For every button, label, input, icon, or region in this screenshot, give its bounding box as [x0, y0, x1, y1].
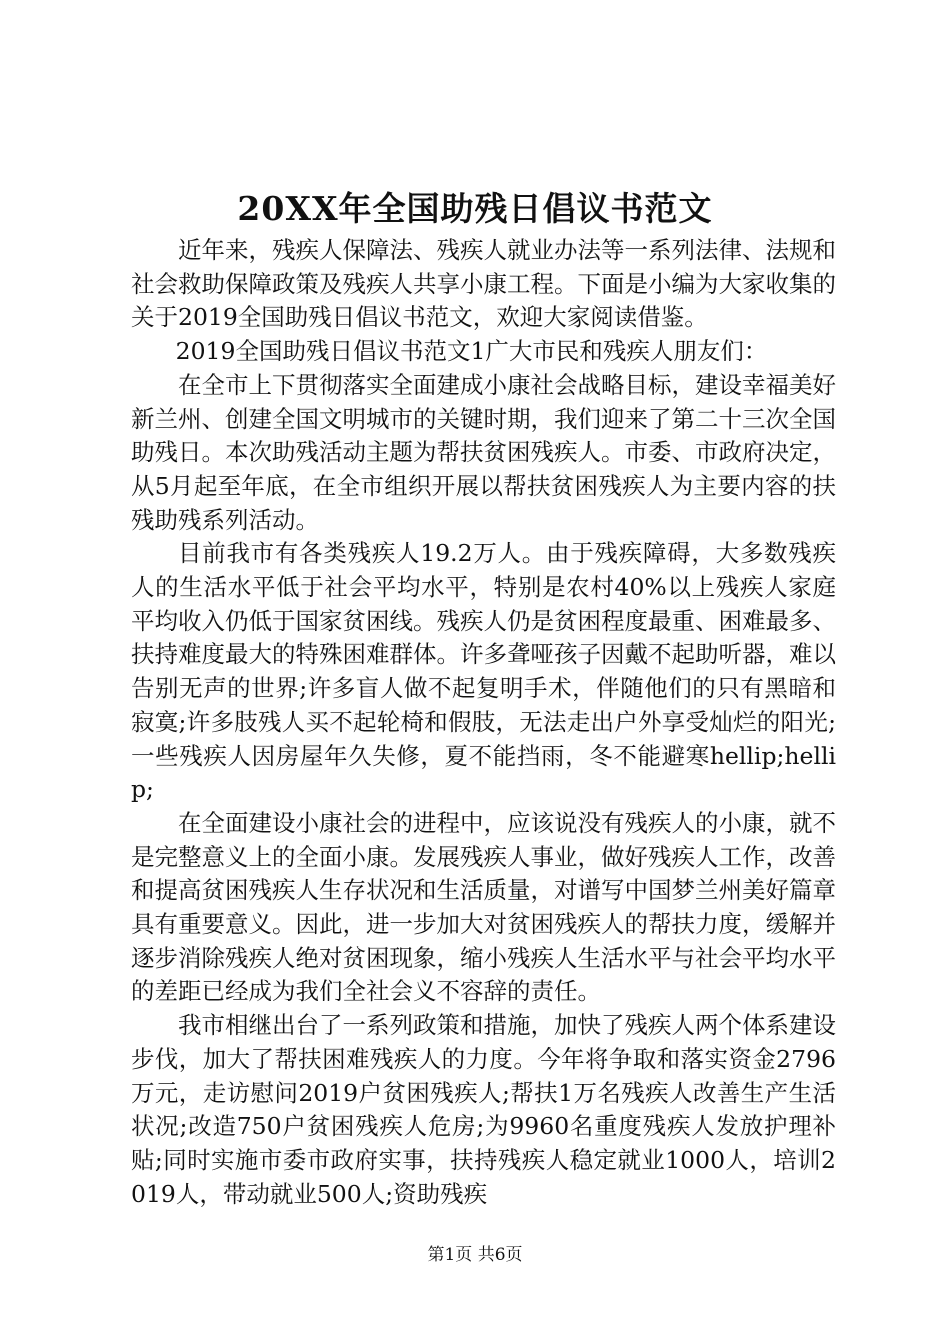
paragraph-measures: 我市相继出台了一系列政策和措施，加快了残疾人两个体系建设步伐，加大了帮扶困难残疾人的力度。今年将争取和落实资金2796万元，走访慰问2019户贫困残疾人;帮扶1万名残疾人改善生产生活状况;改造750户贫困残疾人危房;为9960名重度残疾人发放护理补贴;同时实施市委市政府实事，扶持残疾人稳定就业1000人，培训2019人，带动就业500人;资助残疾 — [131, 1011, 836, 1208]
paragraph-salutation: 2019全国助残日倡议书范文1广大市民和残疾人朋友们： — [175, 337, 768, 366]
document-body — [131, 234, 836, 1211]
page-number: 第1页 共6页 — [427, 1245, 523, 1265]
paragraph-situation: 目前我市有各类残疾人19.2万人。由于残疾障碍，大多数残疾人的生活水平低于社会平均水平，特别是农村40%以上残疾人家庭平均收入仍低于国家贫困线。残疾人仍是贫困程度最重、困难最多、扶持难度最大的特殊困难群体。许多聋哑孩子因戴不起助听器，难以告别无声的世界;许多盲人做不起复明手术，伴随他们的只有黑暗和寂寞;许多肢残人买不起轮椅和假肢，无法走出户外享受灿烂的阳光;一些残疾人因房屋年久失修，夏不能挡雨，冬不能避寒hellip;hellip; — [131, 539, 836, 804]
paragraph-significance: 在全面建设小康社会的进程中，应该说没有残疾人的小康，就不是完整意义上的全面小康。发展残疾人事业，做好残疾人工作，改善和提高贫困残疾人生存状况和生活质量，对谱写中国梦兰州美好篇章具有重要意义。因此，进一步加大对贫困残疾人的帮扶力度，缓解并逐步消除残疾人绝对贫困现象，缩小残疾人生活水平与社会平均水平的差距已经成为我们全社会义不容辞的责任。 — [131, 808, 836, 1006]
paragraph-intro: 近年来，残疾人保障法、残疾人就业办法等一系列法律、法规和社会救助保障政策及残疾人共享小康工程。下面是小编为大家收集的关于2019全国助残日倡议书范文，欢迎大家阅读借鉴。 — [131, 236, 836, 332]
paragraph-background: 在全市上下贯彻落实全面建成小康社会战略目标，建设幸福美好新兰州、创建全国文明城市的关键时期，我们迎来了第二十三次全国助残日。本次助残活动主题为帮扶贫困残疾人。市委、市政府决定，从5月起至年底，在全市组织开展以帮扶贫困残疾人为主要内容的扶残助残系列活动。 — [131, 370, 836, 534]
document-title: 20XX年全国助残日倡议书范文 — [237, 189, 713, 228]
